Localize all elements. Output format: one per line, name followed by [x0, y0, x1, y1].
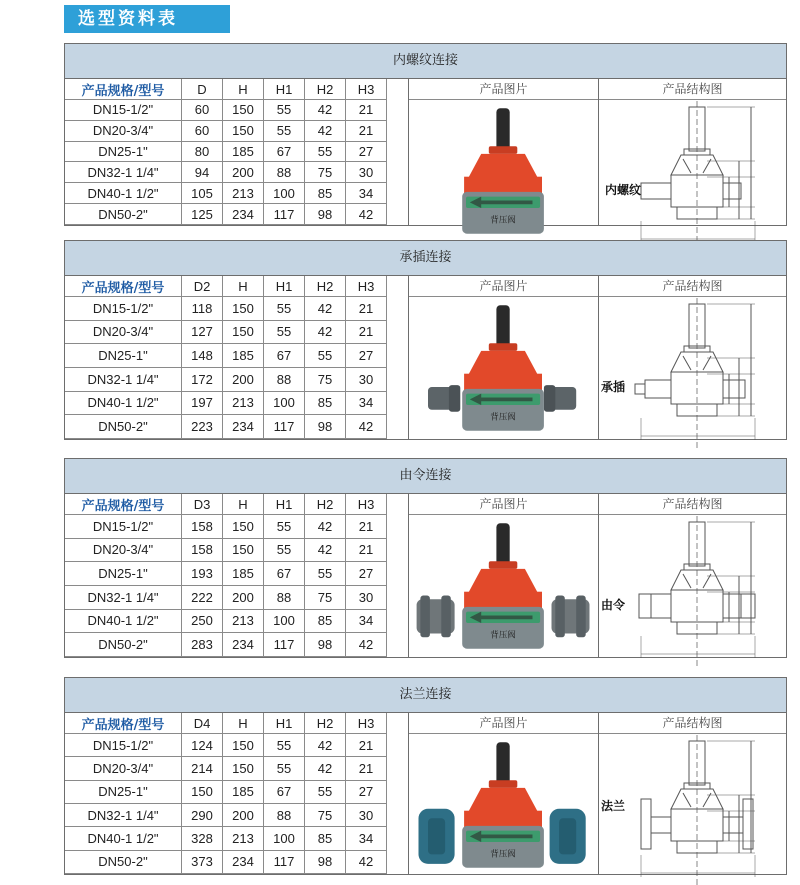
column-header-model: 产品规格/型号 — [65, 713, 182, 734]
table-row — [65, 757, 387, 780]
structure-drawing — [621, 298, 771, 448]
table-row — [65, 734, 387, 757]
model-cell: DN40-1 1/2" — [65, 183, 182, 204]
spec-table — [65, 494, 387, 657]
model-cell: DN20-3/4" — [65, 320, 182, 344]
model-cell: DN50-2" — [65, 633, 182, 657]
value-cell: 21 — [346, 757, 387, 780]
model-cell: DN40-1 1/2" — [65, 827, 182, 850]
value-cell: 200 — [223, 585, 264, 609]
table-header-row — [65, 276, 387, 297]
value-cell: 27 — [346, 562, 387, 586]
value-cell: 200 — [223, 162, 264, 183]
table-row — [65, 609, 387, 633]
value-cell: 98 — [305, 633, 346, 657]
value-cell: 185 — [223, 141, 264, 162]
value-cell: 328 — [182, 827, 223, 850]
structure-drawing — [621, 101, 771, 251]
structure-drawing — [621, 735, 771, 885]
value-cell: 85 — [305, 827, 346, 850]
value-cell: 150 — [223, 757, 264, 780]
value-cell: 55 — [264, 297, 305, 321]
drawing-column-header: 产品结构图 — [599, 276, 786, 297]
table-row — [65, 141, 387, 162]
model-cell: DN40-1 1/2" — [65, 391, 182, 415]
model-cell: DN15-1/2" — [65, 734, 182, 757]
table-row — [65, 297, 387, 321]
table-row — [65, 162, 387, 183]
value-cell: 213 — [223, 609, 264, 633]
value-cell: 88 — [264, 803, 305, 826]
value-cell: 158 — [182, 538, 223, 562]
value-cell: 200 — [223, 367, 264, 391]
value-cell: 75 — [305, 803, 346, 826]
column-header: H1 — [264, 276, 305, 297]
column-header: H — [223, 713, 264, 734]
table-row — [65, 827, 387, 850]
value-cell: 125 — [182, 204, 223, 225]
value-cell: 283 — [182, 633, 223, 657]
value-cell: 67 — [264, 141, 305, 162]
value-cell: 27 — [346, 141, 387, 162]
column-header: H2 — [305, 494, 346, 515]
table-row — [65, 100, 387, 121]
value-cell: 42 — [346, 415, 387, 439]
spec-table — [65, 276, 387, 439]
column-header: D3 — [182, 494, 223, 515]
table-row — [65, 204, 387, 225]
value-cell: 105 — [182, 183, 223, 204]
column-header: H3 — [346, 713, 387, 734]
value-cell: 55 — [264, 734, 305, 757]
table-row — [65, 120, 387, 141]
value-cell: 98 — [305, 850, 346, 873]
drawing-column-header: 产品结构图 — [599, 494, 786, 515]
value-cell: 21 — [346, 515, 387, 539]
value-cell: 42 — [305, 734, 346, 757]
section-title: 内螺纹连接 — [65, 44, 786, 79]
value-cell: 42 — [305, 297, 346, 321]
table-row — [65, 850, 387, 873]
value-cell: 67 — [264, 344, 305, 368]
value-cell: 100 — [264, 183, 305, 204]
value-cell: 55 — [264, 515, 305, 539]
value-cell: 117 — [264, 204, 305, 225]
column-header: H1 — [264, 79, 305, 100]
value-cell: 213 — [223, 391, 264, 415]
model-cell: DN20-3/4" — [65, 757, 182, 780]
product-photo — [409, 735, 599, 875]
value-cell: 30 — [346, 367, 387, 391]
product-photo — [409, 101, 599, 241]
table-row — [65, 367, 387, 391]
product-photo — [409, 298, 599, 438]
value-cell: 42 — [305, 120, 346, 141]
value-cell: 213 — [223, 183, 264, 204]
value-cell: 85 — [305, 183, 346, 204]
value-cell: 234 — [223, 204, 264, 225]
value-cell: 80 — [182, 141, 223, 162]
value-cell: 75 — [305, 367, 346, 391]
model-cell: DN25-1" — [65, 141, 182, 162]
table-row — [65, 633, 387, 657]
photo-column-header: 产品图片 — [409, 494, 598, 515]
spec-section — [64, 677, 787, 875]
value-cell: 55 — [264, 757, 305, 780]
spec-section — [64, 43, 787, 226]
value-cell: 234 — [223, 633, 264, 657]
model-cell: DN40-1 1/2" — [65, 609, 182, 633]
value-cell: 75 — [305, 585, 346, 609]
value-cell: 60 — [182, 120, 223, 141]
value-cell: 85 — [305, 391, 346, 415]
value-cell: 34 — [346, 391, 387, 415]
value-cell: 213 — [223, 827, 264, 850]
model-cell: DN20-3/4" — [65, 120, 182, 141]
drawing-column-header: 产品结构图 — [599, 79, 786, 100]
model-cell: DN15-1/2" — [65, 297, 182, 321]
connection-callout: 由令 — [601, 598, 626, 612]
drawing-column-header: 产品结构图 — [599, 713, 786, 734]
table-row — [65, 562, 387, 586]
value-cell: 150 — [223, 538, 264, 562]
value-cell: 118 — [182, 297, 223, 321]
value-cell: 55 — [305, 562, 346, 586]
value-cell: 223 — [182, 415, 223, 439]
section-body — [65, 276, 786, 440]
model-cell: DN25-1" — [65, 562, 182, 586]
photo-column-header: 产品图片 — [409, 79, 598, 100]
value-cell: 117 — [264, 633, 305, 657]
table-row — [65, 803, 387, 826]
value-cell: 98 — [305, 204, 346, 225]
valve-label: 背压阀 — [490, 630, 516, 641]
value-cell: 75 — [305, 162, 346, 183]
table-row — [65, 538, 387, 562]
value-cell: 234 — [223, 415, 264, 439]
value-cell: 55 — [305, 780, 346, 803]
model-cell: DN50-2" — [65, 850, 182, 873]
model-cell: DN20-3/4" — [65, 538, 182, 562]
value-cell: 234 — [223, 850, 264, 873]
value-cell: 55 — [264, 320, 305, 344]
value-cell: 27 — [346, 780, 387, 803]
value-cell: 290 — [182, 803, 223, 826]
column-header: H — [223, 276, 264, 297]
section-body — [65, 494, 786, 658]
value-cell: 124 — [182, 734, 223, 757]
value-cell: 21 — [346, 120, 387, 141]
value-cell: 30 — [346, 803, 387, 826]
value-cell: 42 — [346, 850, 387, 873]
column-header: H1 — [264, 494, 305, 515]
value-cell: 55 — [264, 538, 305, 562]
value-cell: 55 — [264, 120, 305, 141]
value-cell: 34 — [346, 609, 387, 633]
value-cell: 197 — [182, 391, 223, 415]
valve-label: 背压阀 — [490, 849, 516, 860]
value-cell: 222 — [182, 585, 223, 609]
value-cell: 55 — [264, 100, 305, 121]
value-cell: 42 — [305, 320, 346, 344]
section-body — [65, 79, 786, 226]
value-cell: 88 — [264, 162, 305, 183]
value-cell: 34 — [346, 183, 387, 204]
model-cell: DN32-1 1/4" — [65, 585, 182, 609]
value-cell: 150 — [223, 297, 264, 321]
table-row — [65, 391, 387, 415]
value-cell: 117 — [264, 415, 305, 439]
model-cell: DN15-1/2" — [65, 515, 182, 539]
value-cell: 117 — [264, 850, 305, 873]
model-cell: DN25-1" — [65, 780, 182, 803]
value-cell: 98 — [305, 415, 346, 439]
model-cell: DN32-1 1/4" — [65, 162, 182, 183]
value-cell: 21 — [346, 734, 387, 757]
photo-column-header: 产品图片 — [409, 276, 598, 297]
value-cell: 42 — [305, 538, 346, 562]
value-cell: 185 — [223, 562, 264, 586]
value-cell: 94 — [182, 162, 223, 183]
connection-callout: 法兰 — [601, 799, 626, 813]
column-header: H — [223, 79, 264, 100]
model-cell: DN32-1 1/4" — [65, 367, 182, 391]
section-title: 承插连接 — [65, 241, 786, 276]
table-row — [65, 415, 387, 439]
value-cell: 250 — [182, 609, 223, 633]
connection-callout: 承插 — [601, 380, 626, 394]
table-row — [65, 585, 387, 609]
section-title: 法兰连接 — [65, 678, 786, 713]
table-row — [65, 515, 387, 539]
connection-callout: 内螺纹 — [605, 183, 642, 197]
value-cell: 100 — [264, 391, 305, 415]
model-cell: DN15-1/2" — [65, 100, 182, 121]
column-header: H3 — [346, 494, 387, 515]
column-header: H3 — [346, 79, 387, 100]
table-row — [65, 780, 387, 803]
value-cell: 214 — [182, 757, 223, 780]
value-cell: 150 — [223, 320, 264, 344]
value-cell: 127 — [182, 320, 223, 344]
column-header: D2 — [182, 276, 223, 297]
table-header-row — [65, 79, 387, 100]
value-cell: 55 — [305, 141, 346, 162]
model-cell: DN32-1 1/4" — [65, 803, 182, 826]
value-cell: 21 — [346, 320, 387, 344]
column-header: H2 — [305, 713, 346, 734]
valve-label: 背压阀 — [490, 412, 516, 423]
page-banner: 选型资料表 — [64, 5, 230, 33]
value-cell: 373 — [182, 850, 223, 873]
spec-table — [65, 713, 387, 874]
spec-section — [64, 240, 787, 440]
table-row — [65, 344, 387, 368]
value-cell: 148 — [182, 344, 223, 368]
value-cell: 85 — [305, 609, 346, 633]
value-cell: 30 — [346, 162, 387, 183]
spec-section — [64, 458, 787, 658]
product-photo — [409, 516, 599, 656]
valve-label: 背压阀 — [490, 215, 516, 226]
value-cell: 185 — [223, 344, 264, 368]
value-cell: 150 — [223, 734, 264, 757]
value-cell: 27 — [346, 344, 387, 368]
value-cell: 100 — [264, 827, 305, 850]
value-cell: 150 — [223, 120, 264, 141]
column-header-model: 产品规格/型号 — [65, 79, 182, 100]
table-row — [65, 183, 387, 204]
value-cell: 60 — [182, 100, 223, 121]
column-header: D — [182, 79, 223, 100]
model-cell: DN50-2" — [65, 415, 182, 439]
value-cell: 55 — [305, 344, 346, 368]
value-cell: 172 — [182, 367, 223, 391]
value-cell: 100 — [264, 609, 305, 633]
value-cell: 42 — [305, 100, 346, 121]
value-cell: 185 — [223, 780, 264, 803]
column-header: H3 — [346, 276, 387, 297]
column-header: H — [223, 494, 264, 515]
value-cell: 42 — [305, 515, 346, 539]
section-title: 由令连接 — [65, 459, 786, 494]
value-cell: 30 — [346, 585, 387, 609]
value-cell: 21 — [346, 538, 387, 562]
column-header: D4 — [182, 713, 223, 734]
value-cell: 150 — [223, 100, 264, 121]
column-header: H2 — [305, 276, 346, 297]
value-cell: 88 — [264, 585, 305, 609]
photo-column-header: 产品图片 — [409, 713, 598, 734]
section-body — [65, 713, 786, 875]
value-cell: 21 — [346, 100, 387, 121]
value-cell: 200 — [223, 803, 264, 826]
value-cell: 158 — [182, 515, 223, 539]
table-header-row — [65, 494, 387, 515]
value-cell: 150 — [182, 780, 223, 803]
spec-table — [65, 79, 387, 225]
value-cell: 193 — [182, 562, 223, 586]
value-cell: 150 — [223, 515, 264, 539]
column-header-model: 产品规格/型号 — [65, 276, 182, 297]
model-cell: DN50-2" — [65, 204, 182, 225]
value-cell: 88 — [264, 367, 305, 391]
value-cell: 42 — [346, 204, 387, 225]
value-cell: 34 — [346, 827, 387, 850]
value-cell: 67 — [264, 562, 305, 586]
value-cell: 67 — [264, 780, 305, 803]
structure-drawing — [621, 516, 771, 666]
value-cell: 21 — [346, 297, 387, 321]
table-row — [65, 320, 387, 344]
column-header: H1 — [264, 713, 305, 734]
column-header-model: 产品规格/型号 — [65, 494, 182, 515]
column-header: H2 — [305, 79, 346, 100]
table-header-row — [65, 713, 387, 734]
model-cell: DN25-1" — [65, 344, 182, 368]
value-cell: 42 — [346, 633, 387, 657]
value-cell: 42 — [305, 757, 346, 780]
